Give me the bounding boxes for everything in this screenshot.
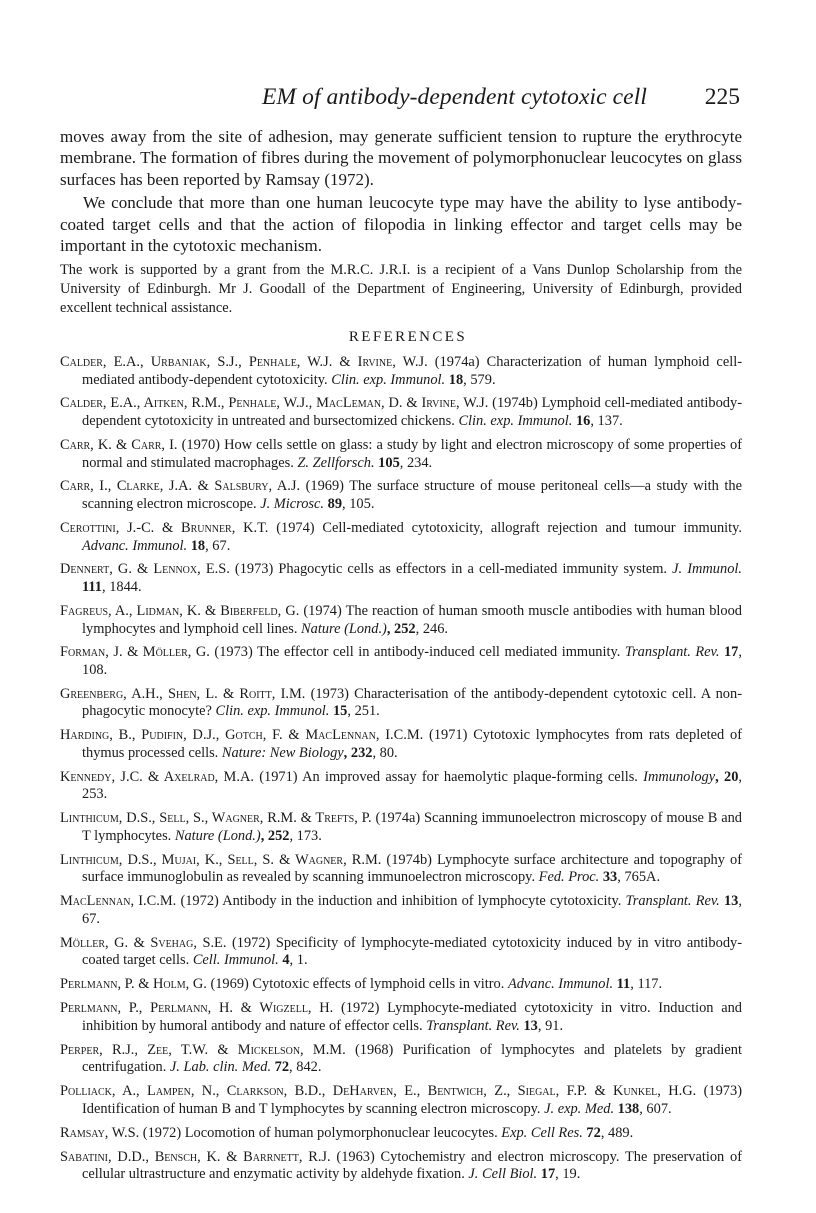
reference-pages: , 234. bbox=[399, 454, 433, 471]
reference-journal: Transplant. Rev. bbox=[625, 893, 720, 910]
reference-text: (1968) Purification of lymphocytes and platelets by gradient centrifugation. bbox=[82, 1041, 742, 1076]
reference-text: (1969) Cytotoxic effects of lymphoid cells in vitro. bbox=[206, 976, 508, 993]
reference-volume: , 20 bbox=[715, 768, 739, 785]
reference-entry bbox=[60, 603, 742, 638]
reference-entry bbox=[60, 1083, 742, 1118]
reference-pages: , 607. bbox=[639, 1100, 672, 1117]
reference-entry bbox=[60, 852, 742, 887]
reference-volume: 72 bbox=[271, 1059, 290, 1076]
reference-pages: , 765A. bbox=[617, 869, 661, 886]
reference-authors: Polliack, A., Lampen, N., Clarkson, B.D., DeHarven, E., Bentwich, Z., Siegal, F.P. & Kunkel, H.G. bbox=[60, 1083, 697, 1100]
reference-journal: J. exp. Med. bbox=[544, 1100, 615, 1117]
reference-pages: , 489. bbox=[600, 1124, 634, 1141]
reference-pages: , 1844. bbox=[102, 579, 142, 596]
reference-authors: Perlmann, P. & Holm, G. bbox=[60, 976, 207, 993]
reference-text: (1973) Identification of human B and T lymphocytes by scanning electron microscopy. bbox=[82, 1083, 742, 1117]
reference-entry bbox=[60, 520, 742, 555]
reference-authors: Perlmann, P., Perlmann, H. & Wigzell, H. bbox=[60, 1000, 334, 1017]
reference-journal: Exp. Cell Res. bbox=[501, 1124, 583, 1141]
reference-entry bbox=[60, 1149, 742, 1184]
reference-entry bbox=[60, 810, 742, 845]
body-paragraph: moves away from the site of adhesion, may generate sufficient tension to rupture the erythrocyte membrane. The formation of fibres during the movement of polymorphonuclear leucocytes on glass surfaces has been reported by Ramsay (1972). bbox=[60, 127, 742, 189]
body-text bbox=[60, 126, 742, 256]
reference-volume: 33 bbox=[599, 869, 618, 886]
reference-volume: , 232 bbox=[343, 744, 373, 761]
reference-journal: Immunology bbox=[643, 768, 716, 785]
reference-text: (1969) The surface structure of mouse peritoneal cells—a study with the scanning electron microscope. bbox=[82, 478, 742, 513]
reference-volume: 111 bbox=[82, 579, 102, 596]
reference-pages: , 1. bbox=[289, 952, 308, 969]
reference-journal: Nature: New Biology bbox=[221, 744, 344, 761]
reference-text: (1974b) Lymphoid cell-mediated antibody-dependent cytotoxicity in untreated and bursectomized chickens. bbox=[82, 395, 742, 430]
reference-entry bbox=[60, 437, 742, 472]
reference-text: (1972) Locomotion of human polymorphonuclear leucocytes. bbox=[139, 1124, 502, 1141]
reference-list bbox=[60, 354, 742, 1190]
reference-authors: Forman, J. & Möller, G. bbox=[60, 644, 210, 661]
reference-text: (1974a) Characterization of human lymphoid cell-mediated antibody-dependent cytotoxicity. bbox=[82, 354, 742, 388]
reference-volume: 72 bbox=[582, 1124, 601, 1141]
reference-volume: 105 bbox=[374, 454, 400, 471]
reference-text: (1973) Phagocytic cells as effectors in a cell-mediated immunity system. bbox=[229, 561, 673, 578]
reference-authors: Dennert, G. & Lennox, E.S. bbox=[60, 561, 230, 578]
reference-journal: Nature (Lond.) bbox=[301, 620, 387, 637]
reference-pages: , 253. bbox=[82, 768, 743, 803]
reference-entry bbox=[60, 1000, 742, 1035]
reference-journal: J. Microsc. bbox=[260, 496, 325, 513]
reference-authors: Calder, E.A., Urbaniak, S.J., Penhale, W.J. & Irvine, W.J. bbox=[60, 354, 428, 370]
reference-entry bbox=[60, 935, 742, 970]
reference-entry bbox=[60, 727, 742, 762]
reference-pages: , 67. bbox=[205, 537, 231, 554]
reference-volume: 13 bbox=[719, 893, 739, 910]
reference-volume: 13 bbox=[519, 1017, 538, 1034]
reference-journal: J. Lab. clin. Med. bbox=[169, 1059, 272, 1076]
reference-pages: , 108. bbox=[82, 644, 742, 678]
reference-authors: Calder, E.A., Aitken, R.M., Penhale, W.J., MacLeman, D. & Irvine, W.J. bbox=[60, 395, 489, 412]
running-head bbox=[60, 84, 740, 118]
reference-entry bbox=[60, 686, 742, 721]
reference-volume: , 252 bbox=[386, 620, 416, 637]
reference-text: (1974b) Lymphocyte surface architecture and topography of surface immunoglobulin as revealed by scanning immunoelectron microscopy. bbox=[82, 851, 742, 886]
reference-text: (1973) Characterisation of the antibody-dependent cytotoxic cell. A non-phagocytic monocyte? bbox=[82, 685, 742, 720]
reference-authors: Sabatini, D.D., Bensch, K. & Barrnett, R.J. bbox=[60, 1148, 331, 1165]
running-title: EM of antibody-dependent cytotoxic cell bbox=[262, 84, 647, 110]
reference-journal: J. Immunol. bbox=[672, 561, 742, 578]
reference-volume: 11 bbox=[613, 976, 631, 993]
reference-journal: Transplant. Rev. bbox=[426, 1017, 520, 1034]
reference-pages: , 579. bbox=[463, 371, 496, 388]
reference-pages: , 80. bbox=[372, 744, 398, 761]
references-heading: REFERENCES bbox=[348, 329, 468, 345]
reference-volume: , 252 bbox=[260, 827, 290, 844]
reference-authors: Harding, B., Pudifin, D.J., Gotch, F. & MacLennan, I.C.M. bbox=[60, 727, 424, 744]
reference-authors: Kennedy, J.C. & Axelrad, M.A. bbox=[60, 768, 254, 785]
reference-volume: 89 bbox=[324, 496, 343, 513]
reference-volume: 138 bbox=[614, 1100, 640, 1117]
reference-pages: , 19. bbox=[555, 1166, 581, 1183]
reference-journal: Fed. Proc. bbox=[538, 869, 600, 886]
reference-volume: 17 bbox=[719, 644, 739, 661]
body-paragraph: We conclude that more than one human leucocyte type may have the ability to lyse antibody-coated target cells and that the action of filopodia in linking effector and target cells may be important in the cytotoxic mechanism. bbox=[60, 193, 742, 256]
reference-pages: , 67. bbox=[82, 893, 742, 927]
reference-authors: MacLennan, I.C.M. bbox=[60, 893, 177, 910]
reference-volume: 16 bbox=[572, 413, 591, 430]
reference-pages: , 117. bbox=[630, 976, 663, 993]
reference-text: (1970) How cells settle on glass: a study by light and electron microscopy of some properties of normal and stimulated macrophages. bbox=[82, 436, 742, 471]
reference-entry bbox=[60, 769, 742, 804]
reference-entry bbox=[60, 1042, 742, 1077]
reference-entry bbox=[60, 644, 742, 679]
reference-pages: , 246. bbox=[415, 620, 449, 637]
reference-authors: Ramsay, W.S. bbox=[60, 1124, 140, 1141]
reference-text: (1972) Lymphocyte-mediated cytotoxicity in vitro. Induction and inhibition by humoral antibody and nature of effector cells. bbox=[82, 1000, 742, 1034]
reference-pages: , 251. bbox=[347, 703, 380, 720]
reference-journal: Nature (Lond.) bbox=[174, 827, 261, 844]
reference-journal: Clin. exp. Immunol. bbox=[458, 413, 573, 430]
reference-pages: , 137. bbox=[590, 413, 623, 430]
reference-text: (1963) Cytochemistry and electron microscopy. The preservation of cellular ultrastructure and enzymatic activity by aldehyde fixation. bbox=[82, 1148, 743, 1183]
reference-entry bbox=[60, 976, 742, 994]
reference-journal: J. Cell Biol. bbox=[468, 1166, 538, 1183]
reference-text: (1971) Cytotoxic lymphocytes from rats depleted of thymus processed cells. bbox=[82, 727, 742, 761]
reference-entry bbox=[60, 478, 742, 513]
reference-authors: Cerottini, J.-C. & Brunner, K.T. bbox=[60, 519, 269, 536]
reference-pages: , 91. bbox=[537, 1017, 564, 1034]
reference-authors: Linthicum, D.S., Mujai, K., Sell, S. & Wagner, R.M. bbox=[60, 851, 382, 868]
reference-text: (1972) Antibody in the induction and inhibition of lymphocyte cytotoxicity. bbox=[176, 893, 626, 910]
reference-authors: Carr, K. & Carr, I. bbox=[60, 436, 178, 453]
reference-pages: , 173. bbox=[289, 827, 322, 844]
reference-entry bbox=[60, 395, 742, 430]
reference-journal: Transplant. Rev. bbox=[624, 644, 720, 661]
reference-pages: , 842. bbox=[289, 1059, 322, 1076]
reference-text: (1972) Specificity of lymphocyte-mediated cytotoxicity induced by in vitro antibody-coated target cells. bbox=[82, 934, 742, 969]
reference-journal: Clin. exp. Immunol. bbox=[215, 703, 330, 720]
reference-text: (1974a) Scanning immunoelectron microscopy of mouse B and T lymphocytes. bbox=[82, 810, 742, 844]
reference-text: (1973) The effector cell in antibody-induced cell mediated immunity. bbox=[209, 644, 625, 661]
reference-entry bbox=[60, 561, 742, 596]
reference-text: (1971) An improved assay for haemolytic plaque-forming cells. bbox=[253, 768, 644, 785]
reference-authors: Fagreus, A., Lidman, K. & Biberfeld, G. bbox=[60, 602, 300, 619]
acknowledgement: The work is supported by a grant from the M.R.C. J.R.I. is a recipient of a Vans Dunlop Scholarship from the University of Edinburgh. Mr J. Goodall of the Department of Engineering, University of Edinburgh, provided excellent technical assistance. bbox=[60, 262, 742, 316]
reference-journal: Cell. Immunol. bbox=[192, 952, 279, 969]
reference-entry bbox=[60, 1125, 742, 1143]
reference-journal: Advanc. Immunol. bbox=[507, 976, 614, 993]
reference-journal: Z. Zellforsch. bbox=[297, 454, 375, 471]
reference-authors: Perper, R.J., Zee, T.W. & Mickelson, M.M. bbox=[60, 1041, 346, 1058]
reference-entry bbox=[60, 354, 742, 389]
reference-volume: 15 bbox=[329, 703, 348, 720]
reference-pages: , 105. bbox=[342, 496, 375, 513]
reference-journal: Advanc. Immunol. bbox=[82, 537, 188, 554]
reference-authors: Carr, I., Clarke, J.A. & Salsbury, A.J. bbox=[60, 478, 301, 495]
reference-authors: Linthicum, D.S., Sell, S., Wagner, R.M. & Trefts, P. bbox=[60, 810, 372, 827]
reference-volume: 18 bbox=[445, 371, 464, 388]
reference-text: (1974) Cell-mediated cytotoxicity, allograft rejection and tumour immunity. bbox=[268, 519, 742, 536]
reference-volume: 18 bbox=[187, 537, 206, 554]
reference-entry bbox=[60, 893, 742, 928]
reference-volume: 17 bbox=[537, 1166, 556, 1183]
reference-volume: 4 bbox=[278, 952, 290, 969]
reference-authors: Möller, G. & Svehag, S.E. bbox=[60, 934, 227, 951]
reference-text: (1974) The reaction of human smooth muscle antibodies with human blood lymphocytes and lymphoid cell lines. bbox=[82, 602, 742, 637]
reference-authors: Greenberg, A.H., Shen, L. & Roitt, I.M. bbox=[60, 685, 306, 702]
page-number: 225 bbox=[704, 84, 740, 110]
reference-journal: Clin. exp. Immunol. bbox=[331, 371, 446, 388]
